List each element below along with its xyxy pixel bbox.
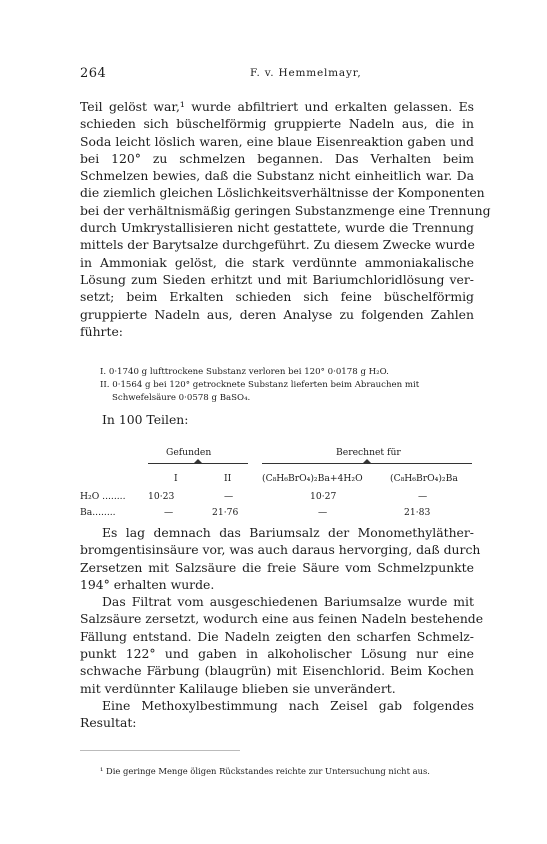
text-line: Teil gelöst war,¹ wurde abfiltriert und erkalten gelassen. Es (80, 99, 474, 114)
analysis-notes (100, 366, 474, 405)
page-header (80, 66, 474, 84)
text-line: durch Umkrystallisieren nicht gestattete, wurde die Trennung (80, 220, 474, 236)
analysis-note-2: II. 0·1564 g bei 120° getrocknete Substanz lieferten beim Abrauchen mit (100, 380, 420, 390)
group-calc-header: Berechnet für (336, 447, 401, 458)
cell-value: — (164, 507, 174, 518)
text-line: Salzsäure zersetzt, wodurch eine aus feinen Nadeln bestehende (80, 611, 484, 627)
text-line: Das Filtrat vom ausgeschiedenen Bariumsalze wurde mit (102, 594, 474, 610)
text-line: Resultat: (80, 715, 137, 731)
text-line: Eine Methoxylbestimmung nach Zeisel gab folgendes (102, 697, 474, 713)
col-header-calc1: (C₈H₆BrO₄)₂Ba+4H₂O (262, 473, 363, 484)
text-line: Fällung entstand. Die Nadeln zeigten den scharfen Schmelz- (80, 628, 474, 644)
col-header-calc2: (C₈H₆BrO₄)₂Ba (390, 473, 458, 484)
text-line: führte: (80, 323, 123, 339)
row-label: H₂O ........ (80, 491, 126, 502)
text-line: gruppierte Nadeln aus, deren Analyse zu folgenden Zahlen (80, 306, 474, 322)
text-line: bromgentisinsäure vor, was auch daraus hervorging, daß durch (80, 542, 481, 558)
analysis-note-1: I. 0·1740 g lufttrockene Substanz verloren bei 120° 0·0178 g H₂O. (100, 367, 389, 377)
row-label: Ba........ (80, 507, 116, 518)
cell-value: 21·83 (404, 507, 431, 518)
text-line: bei 120° zu schmelzen begannen. Das Verhalten beim (80, 150, 474, 166)
running-title: F. v. Hemmelmayr, (250, 67, 362, 79)
col-header-II: II (224, 473, 232, 484)
cell-value: 21·76 (212, 507, 239, 518)
text-line: in Ammoniak gelöst, die stark verdünnte ammoniakalische (80, 254, 474, 270)
text-line: schwache Färbung (blaugrün) mit Eisenchlorid. Beim Kochen (80, 663, 474, 679)
text-line: Zersetzen mit Salzsäure die freie Säure vom Schmelzpunkte (80, 559, 474, 575)
page-number: 264 (80, 66, 107, 81)
text-line: mittels der Barytsalze durchgeführt. Zu diesem Zwecke wurde (80, 237, 475, 253)
text-line: Schmelzen bewies, daß die Substanz nicht einheitlich war. Da (80, 168, 474, 184)
text-line: Es lag demnach das Bariumsalz der Monomethyläther- (102, 525, 474, 540)
cell-value: 10·27 (310, 491, 337, 502)
cell-value: — (418, 491, 428, 502)
cell-value: 10·23 (148, 491, 175, 502)
in-hundred-label: In 100 Teilen: (102, 412, 189, 427)
footnote-divider (80, 750, 240, 751)
calc-brace (262, 463, 472, 470)
cell-value: — (318, 507, 328, 518)
text-line: die ziemlich gleichen Löslichkeitsverhältnisse der Komponenten (80, 185, 485, 201)
text-line: setzt; beim Erkalten schieden sich feine büschelförmig (80, 289, 474, 305)
results-table (80, 437, 474, 527)
text-line: mit verdünnter Kalilauge blieben sie unverändert. (80, 680, 396, 696)
paragraph-1 (80, 98, 491, 340)
col-header-I: I (174, 473, 178, 484)
found-brace (148, 463, 248, 470)
cell-value: — (224, 491, 234, 502)
text-line: Soda leicht löslich waren, eine blaue Eisenreaktion gaben und (80, 133, 474, 149)
text-line: Lösung zum Sieden erhitzt und mit Bariumchloridlösung ver- (80, 271, 474, 287)
text-line: schieden sich büschelförmig gruppierte Nadeln aus, die in (80, 116, 474, 132)
analysis-note-2-cont: Schwefelsäure 0·0578 g BaSO₄. (112, 393, 251, 403)
group-found-header: Gefunden (166, 447, 212, 458)
footnote: ¹ Die geringe Menge öligen Rückstandes reichte zur Untersuchung nicht aus. (100, 766, 430, 776)
body-paragraphs-2 (80, 524, 484, 732)
text-line: punkt 122° und gaben in alkoholischer Lösung nur eine (80, 646, 474, 662)
text-line: 194° erhalten wurde. (80, 576, 215, 592)
text-line: bei der verhältnismäßig geringen Substanzmenge eine Trennung (80, 202, 491, 218)
